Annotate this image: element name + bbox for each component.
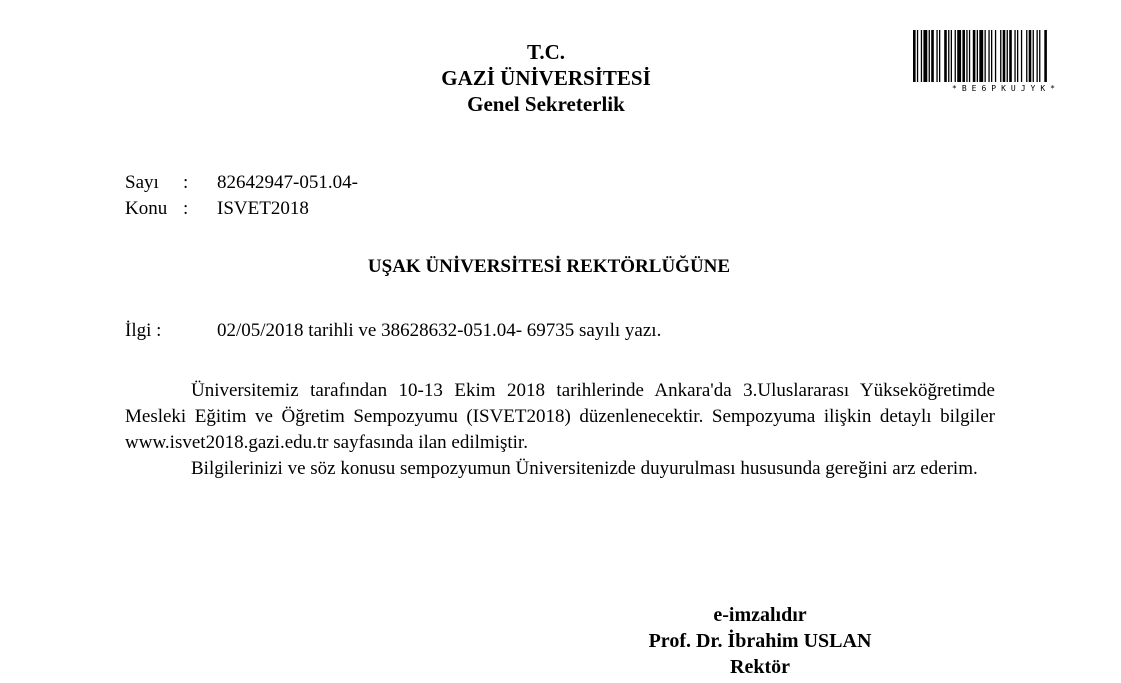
barcode-bar <box>1007 30 1008 82</box>
barcode-bar <box>1021 30 1022 82</box>
signature-title: Rektör <box>730 656 790 678</box>
konu-row <box>0 196 1121 222</box>
barcode-bar <box>923 30 927 82</box>
header-university: GAZİ ÜNİVERSİTESİ <box>441 66 651 90</box>
sayi-colon: : <box>183 172 189 193</box>
barcode-bar <box>962 30 965 82</box>
barcode-bar <box>951 30 952 82</box>
body-paragraph-2: Bilgilerinizi ve söz konusu sempozyumun Üniversitenizde duyurulması hususunda gereğini arz ederim. <box>191 458 978 479</box>
barcode-bar <box>1029 30 1032 82</box>
barcode-bar <box>948 30 949 82</box>
signature-note: e-imzalıdır <box>713 604 807 626</box>
barcode-bar <box>1026 30 1027 82</box>
barcode-bar <box>973 30 976 82</box>
header-tc: T.C. <box>526 40 566 64</box>
barcode-bar <box>985 30 986 82</box>
signature-name: Prof. Dr. İbrahim USLAN <box>648 630 872 652</box>
barcode-bar <box>1037 30 1038 82</box>
recipient: UŞAK ÜNİVERSİTESİ REKTÖRLÜĞÜNE <box>367 256 731 277</box>
letter-body <box>125 378 995 482</box>
barcode-bar <box>1039 30 1040 82</box>
barcode-bar <box>931 30 934 82</box>
barcode-bar <box>1014 30 1015 82</box>
barcode-bar <box>991 30 992 82</box>
konu-value: ISVET2018 <box>217 198 309 219</box>
barcode-bar <box>977 30 978 82</box>
barcode-bar <box>966 30 967 82</box>
barcode-bar <box>988 30 989 82</box>
barcode-bar <box>1044 30 1047 82</box>
barcode-bar <box>1033 30 1034 82</box>
ilgi-label: İlgi : <box>125 320 162 341</box>
sayi-row <box>0 170 1121 196</box>
barcode-bar <box>955 30 956 82</box>
barcode-bar <box>917 30 918 82</box>
konu-label: Konu <box>125 198 168 219</box>
barcode-bar <box>969 30 970 82</box>
ilgi-value: 02/05/2018 tarihli ve 38628632-051.04- 69735 sayılı yazı. <box>217 320 662 341</box>
barcode-bar <box>1017 30 1018 82</box>
barcode-bar <box>944 30 947 82</box>
sayi-value: 82642947-051.04- <box>217 172 358 193</box>
barcode-text: *BE6PKUJYK* <box>952 84 1060 93</box>
barcode-bar <box>979 30 983 82</box>
barcode-bar <box>1000 30 1001 82</box>
barcode <box>913 30 1099 82</box>
sayi-label: Sayı <box>125 172 159 193</box>
barcode-bar <box>1003 30 1006 82</box>
konu-colon: : <box>183 198 189 219</box>
barcode-bar <box>913 30 916 82</box>
barcode-bar <box>929 30 930 82</box>
header-department: Genel Sekreterlik <box>467 92 625 116</box>
barcode-bar <box>957 30 961 82</box>
barcode-bar <box>936 30 937 82</box>
body-paragraph-1: Üniversitemiz tarafından 10-13 Ekim 2018 tarihlerinde Ankara'da 3.Uluslararası Yükseköğretimde Mesleki Eğitim ve Öğretim Sempozyumu (ISVET2018) düzenlenecektir. Sempozyuma ilişkin detaylı bilgiler www.isvet2018.gazi.edu.tr sayfasında ilan edilmiştir. <box>125 380 995 453</box>
barcode-bar <box>921 30 922 82</box>
barcode-bar <box>995 30 996 82</box>
barcode-bar <box>1009 30 1012 82</box>
barcode-bar <box>939 30 940 82</box>
